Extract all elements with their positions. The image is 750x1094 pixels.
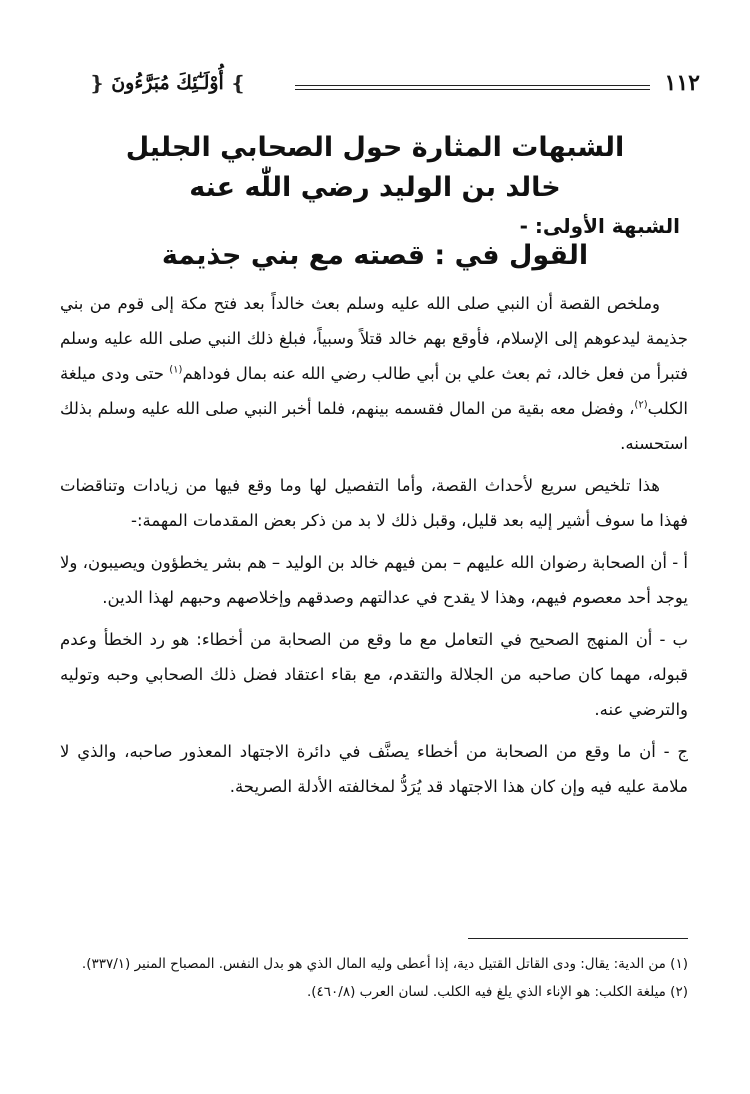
- paragraph-point-a: أ - أن الصحابة رضوان الله عليهم – بمن فيهم خالد بن الوليد – هم بشر يخطؤون ويصيبون، ولا يوجد أحد معصوم فيهم، وهذا لا يقدح في عدالتهم وصدقهم وإخلاصهم وحبهم لهذا الدين.: [60, 553, 688, 607]
- ornament-bracket-icon: ❴: [88, 71, 106, 95]
- book-title-box: [55, 66, 280, 100]
- page-number: ١١٢: [664, 70, 700, 96]
- header-rule: [295, 85, 650, 90]
- paragraph-text: حتى ودى ميلغة الكلب: [60, 364, 688, 418]
- footnote-2: (٢) ميلغة الكلب: هو الإناء الذي يلغ فيه الكلب. لسان العرب (٤٦٠/٨).: [306, 984, 688, 1000]
- chapter-title-line-1: الشبهات المثارة حول الصحابي الجليل: [125, 132, 625, 163]
- paragraph-text: وملخص القصة أن النبي صلى الله عليه وسلم بعث خالداً بعد فتح مكة إلى قوم من بني جذيمة ليدعوهم إلى الإسلام، فأوقع بهم خالد قتلاً وسبياً، فبلغ ذلك النبي صلى الله عليه وسلم فتبرأ من فعل خالد، ثم بعث علي بن أبي طالب رضي الله عنه بمال فوداهم: [60, 294, 688, 383]
- chapter-title: [60, 128, 690, 208]
- book-title: أُوْلَـٰٓئِكَ مُبَرَّءُونَ: [111, 72, 224, 94]
- subheading: الشبهة الأولى: -: [519, 214, 680, 238]
- ornament-bracket-icon: ❵: [229, 71, 247, 95]
- paragraph-point-b: ب - أن المنهج الصحيح في التعامل مع ما وقع من الصحابة من أخطاء: هو رد الخطأ وعدم قبوله، مهما كان صاحبه من الجلالة والتقدم، مع بقاء اعتقاد فضل ذلك الصحابي وحبه وتوليه والترضي عنه.: [60, 630, 688, 719]
- paragraph: [60, 286, 688, 461]
- running-header: [55, 62, 700, 106]
- footnote-separator: [468, 938, 688, 939]
- footnote-ref[interactable]: (١): [169, 364, 183, 376]
- paragraph-point-c: ج - أن ما وقع من الصحابة من أخطاء يصنَّف في دائرة الاجتهاد المعذور صاحبه، والذي لا ملامة عليه فيه وإن كان هذا الاجتهاد قد يُرَدُّ لمخالفته الأدلة الصريحة.: [60, 742, 688, 796]
- paragraph: هذا تلخيص سريع لأحداث القصة، وأما التفصيل لها وما وقع فيها من زيادات وتناقضات فهذا ما سوف أشير إليه بعد قليل، وقبل ذلك لا بد من ذكر بعض المقدمات المهمة:-: [60, 476, 688, 530]
- footnote-ref[interactable]: (٢): [634, 399, 648, 411]
- footnote-1: (١) من الدية: يقال: ودى القاتل القتيل دية، إذا أعطى وليه المال الذي هو بدل النفس. المصباح المنير (٣٣٧/١).: [81, 956, 688, 972]
- chapter-title-line-2: خالد بن الوليد رضي اللّٰه عنه: [189, 172, 561, 203]
- body-text: [60, 286, 688, 811]
- footnotes: [60, 952, 688, 1008]
- section-heading: القول في : قصته مع بني جذيمة: [161, 240, 589, 271]
- paragraph-text: ، وفضل معه بقية من المال فقسمه بينهم، فلما أخبر النبي صلى الله عليه وسلم بذلك استحسنه.: [60, 399, 688, 453]
